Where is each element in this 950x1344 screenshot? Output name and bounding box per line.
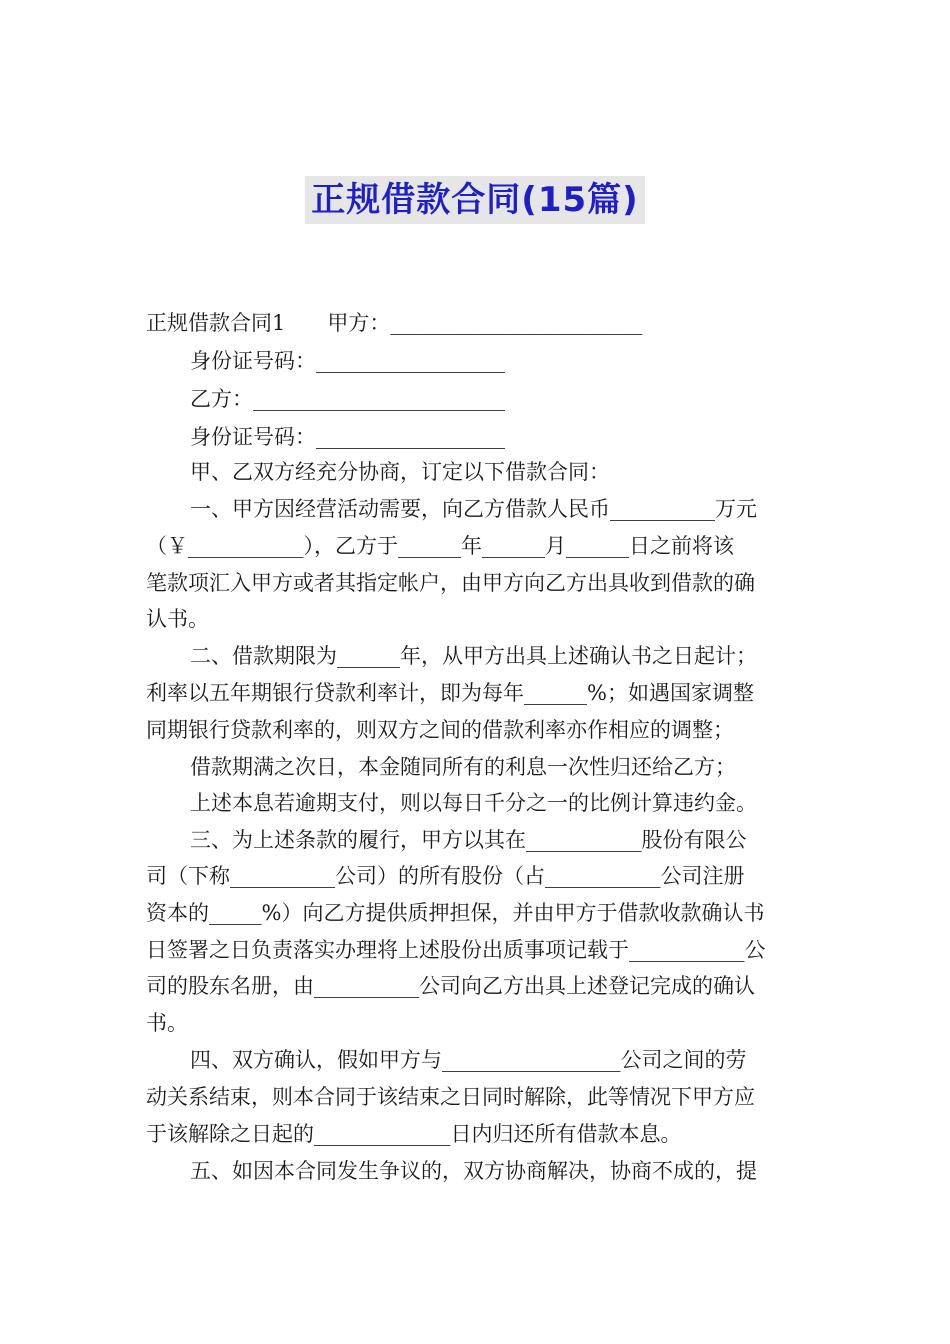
text-line: 日签署之日负责落实办理将上述股份出质事项记载于___________公	[146, 938, 766, 962]
text-line: 二、借款期限为______年，从甲方出具上述确认书之日起计；	[190, 644, 757, 668]
text-line: 资本的_____%）向乙方提供质押担保，并由甲方于借款收款确认书	[146, 901, 765, 925]
text-line: 身份证号码：__________________	[190, 425, 505, 449]
text-line: 借款期满之次日，本金随同所有的利息一次性归还给乙方；	[190, 755, 736, 779]
text-line: 同期银行贷款利率的，则双方之间的借款利率亦作相应的调整；	[146, 718, 734, 742]
text-line: 一、甲方因经营活动需要，向乙方借款人民币__________万元	[190, 497, 757, 521]
text-line: 甲、乙双方经充分协商，订定以下借款合同：	[190, 460, 610, 484]
document-title: 正规借款合同(15篇)	[305, 176, 644, 224]
text-line: 乙方：________________________	[190, 387, 505, 411]
text-line: 认书。	[146, 607, 209, 631]
text-line: 五、如因本合同发生争议的，双方协商解决，协商不成的，提	[190, 1159, 757, 1183]
text-line: 上述本息若逾期支付，则以每日千分之一的比例计算违约金。	[190, 791, 757, 815]
text-line: 笔款项汇入甲方或者其指定帐户，由甲方向乙方出具收到借款的确	[146, 571, 755, 595]
text-line: 司的股东名册，由__________公司向乙方出具上述登记完成的确认	[146, 974, 755, 998]
text-line: 书。	[146, 1011, 188, 1035]
text-line: 利率以五年期银行贷款利率计，即为每年______%；如遇国家调整	[146, 681, 754, 705]
text-line: 司（下称__________公司）的所有股份（占___________公司注册	[146, 864, 745, 888]
text-line: 四、双方确认，假如甲方与_________________公司之间的劳	[190, 1048, 747, 1072]
text-line: 动关系结束，则本合同于该结束之日同时解除，此等情况下甲方应	[146, 1085, 755, 1109]
title-container	[0, 176, 950, 224]
text-line: 身份证号码：__________________	[190, 349, 505, 373]
text-line: 于该解除之日起的_____________日内归还所有借款本息。	[146, 1122, 682, 1146]
text-line: 正规借款合同1 甲方：________________________	[146, 311, 643, 335]
text-line: （￥___________），乙方于______年______月______日之前将该	[146, 534, 734, 558]
text-line: 三、为上述条款的履行，甲方以其在___________股份有限公	[190, 828, 747, 852]
